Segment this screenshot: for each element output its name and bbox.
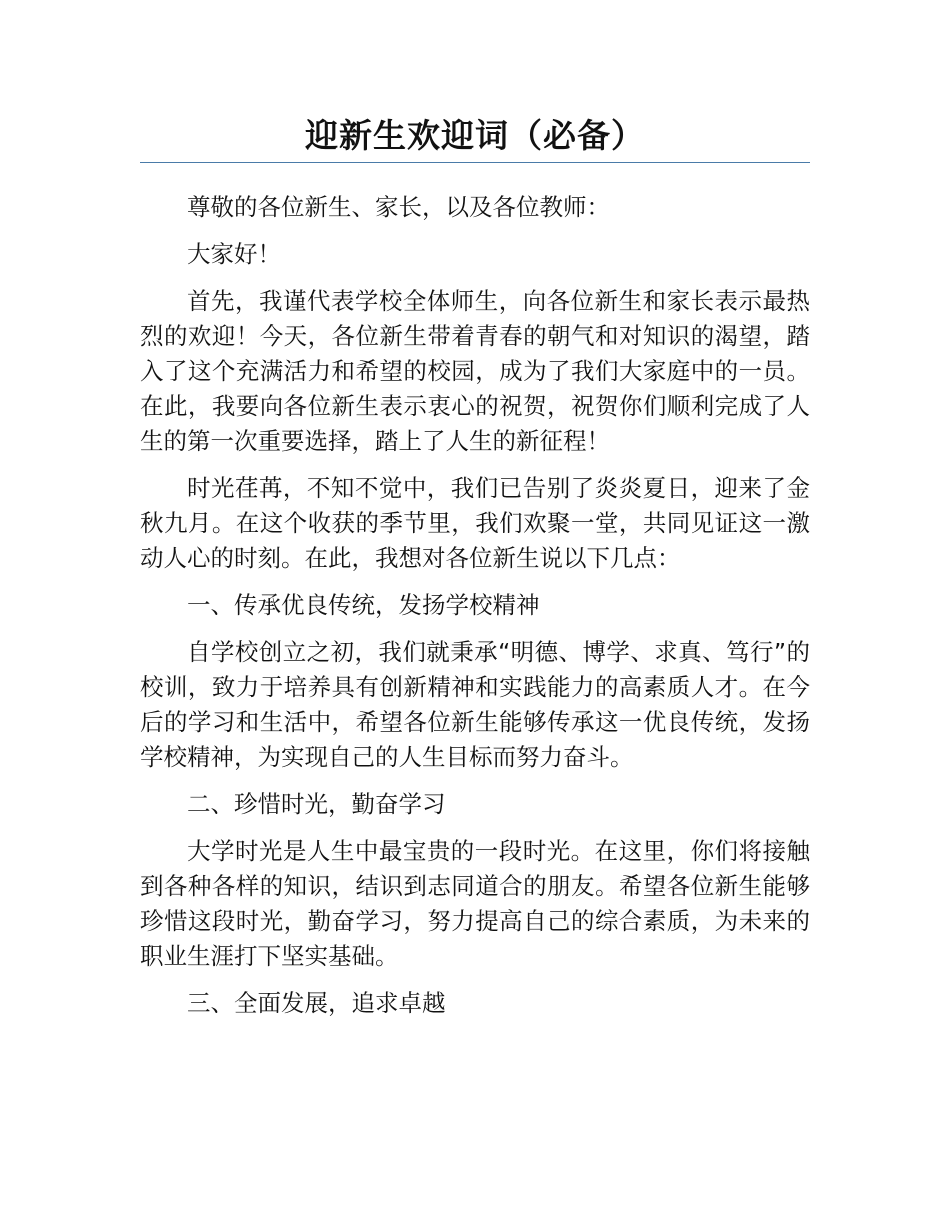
section-heading-2: 二、珍惜时光，勤奋学习: [187, 790, 446, 818]
section-heading-3: 三、全面发展，追求卓越: [187, 989, 446, 1017]
salutation: 尊敬的各位新生、家长，以及各位教师：: [187, 193, 610, 221]
paragraph-welcome: 首先，我谨代表学校全体师生，向各位新生和家长表示最热烈的欢迎！今天，各位新生带着青春的朝气和对知识的渴望，踏入了这个充满活力和希望的校园，成为了我们大家庭中的一员。在此，我要向各位新生表示衷心的祝贺，祝贺你们顺利完成了人生的第一次重要选择，踏上了人生的新征程！: [140, 287, 810, 455]
paragraph-study: 大学时光是人生中最宝贵的一段时光。在这里，你们将接触到各种各样的知识，结识到志同道合的朋友。希望各位新生能够珍惜这段时光，勤奋学习，努力提高自己的综合素质，为未来的职业生涯打下坚实基础。: [140, 837, 810, 970]
title-underline: [140, 162, 810, 163]
greeting: 大家好！: [187, 240, 281, 268]
paragraph-season: 时光荏苒，不知不觉中，我们已告别了炎炎夏日，迎来了金秋九月。在这个收获的季节里，我们欢聚一堂，共同见证这一激动人心的时刻。在此，我想对各位新生说以下几点：: [140, 474, 810, 572]
document-body: [140, 190, 810, 1033]
paragraph-tradition: 自学校创立之初，我们就秉承“明德、博学、求真、笃行”的校训，致力于培养具有创新精神和实践能力的高素质人才。在今后的学习和生活中，希望各位新生能够传承这一优良传统，发扬学校精神，为实现自己的人生目标而努力奋斗。: [140, 638, 810, 771]
document-title: 迎新生欢迎词（必备）: [305, 116, 645, 155]
section-heading-1: 一、传承优良传统，发扬学校精神: [187, 591, 540, 619]
